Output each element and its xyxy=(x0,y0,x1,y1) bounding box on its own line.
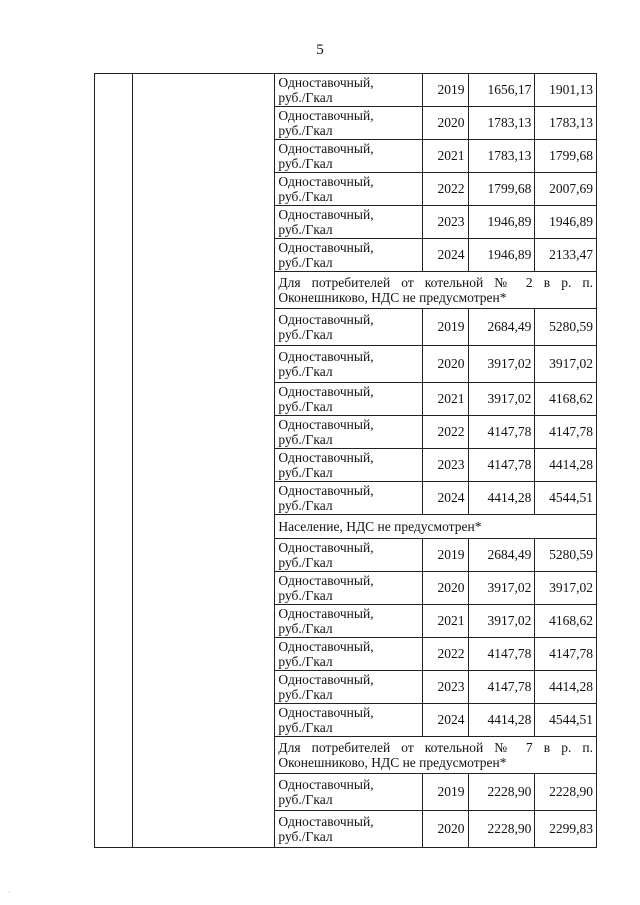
year-cell: 2023 xyxy=(422,671,468,704)
section-heading: Для потребителей от котельной № 7 в р. п. Оконешниково, НДС не предусмотрен* xyxy=(275,737,597,774)
second-half-value-cell: 5280,59 xyxy=(535,309,597,346)
year-cell: 2023 xyxy=(422,206,468,239)
second-half-value-cell: 4168,62 xyxy=(535,605,597,638)
first-half-value-cell: 4147,78 xyxy=(468,671,535,704)
tariff-name-cell: Одноставочный, руб./Гкал xyxy=(275,383,423,416)
year-cell: 2019 xyxy=(422,74,468,107)
first-half-value-cell: 2684,49 xyxy=(468,309,535,346)
first-half-value-cell: 1799,68 xyxy=(468,173,535,206)
tariff-name-cell: Одноставочный, руб./Гкал xyxy=(275,206,423,239)
second-half-value-cell: 4147,78 xyxy=(535,638,597,671)
blank-category-column xyxy=(133,74,275,848)
second-half-value-cell: 3917,02 xyxy=(535,346,597,383)
year-cell: 2020 xyxy=(422,346,468,383)
year-cell: 2021 xyxy=(422,140,468,173)
second-half-value-cell: 1799,68 xyxy=(535,140,597,173)
second-half-value-cell: 3917,02 xyxy=(535,572,597,605)
second-half-value-cell: 4147,78 xyxy=(535,416,597,449)
year-cell: 2024 xyxy=(422,239,468,272)
first-half-value-cell: 1946,89 xyxy=(468,206,535,239)
first-half-value-cell: 2684,49 xyxy=(468,539,535,572)
first-half-value-cell: 1783,13 xyxy=(468,107,535,140)
first-half-value-cell: 1656,17 xyxy=(468,74,535,107)
year-cell: 2020 xyxy=(422,572,468,605)
section-heading: Для потребителей от котельной № 2 в р. п. Оконешниково, НДС не предусмотрен* xyxy=(275,272,597,309)
page-number: 5 xyxy=(316,42,324,58)
second-half-value-cell: 4544,51 xyxy=(535,482,597,515)
blank-number-column xyxy=(95,74,133,848)
second-half-value-cell: 4168,62 xyxy=(535,383,597,416)
year-cell: 2020 xyxy=(422,107,468,140)
tariff-name-cell: Одноставочный, руб./Гкал xyxy=(275,811,423,848)
scan-speck: · xyxy=(8,888,11,897)
second-half-value-cell: 4414,28 xyxy=(535,671,597,704)
tariff-name-cell: Одноставочный, руб./Гкал xyxy=(275,346,423,383)
tariff-name-cell: Одноставочный, руб./Гкал xyxy=(275,605,423,638)
tariff-name-cell: Одноставочный, руб./Гкал xyxy=(275,309,423,346)
tariff-name-cell: Одноставочный, руб./Гкал xyxy=(275,572,423,605)
second-half-value-cell: 2228,90 xyxy=(535,774,597,811)
second-half-value-cell: 1783,13 xyxy=(535,107,597,140)
first-half-value-cell: 4414,28 xyxy=(468,482,535,515)
first-half-value-cell: 1946,89 xyxy=(468,239,535,272)
tariff-name-cell: Одноставочный, руб./Гкал xyxy=(275,482,423,515)
tariff-name-cell: Одноставочный, руб./Гкал xyxy=(275,774,423,811)
tariff-table xyxy=(94,73,597,848)
tariff-name-cell: Одноставочный, руб./Гкал xyxy=(275,140,423,173)
first-half-value-cell: 4147,78 xyxy=(468,638,535,671)
year-cell: 2022 xyxy=(422,173,468,206)
tariff-name-cell: Одноставочный, руб./Гкал xyxy=(275,449,423,482)
tariff-name-cell: Одноставочный, руб./Гкал xyxy=(275,671,423,704)
year-cell: 2021 xyxy=(422,383,468,416)
first-half-value-cell: 4147,78 xyxy=(468,416,535,449)
tariff-name-cell: Одноставочный, руб./Гкал xyxy=(275,107,423,140)
first-half-value-cell: 1783,13 xyxy=(468,140,535,173)
second-half-value-cell: 5280,59 xyxy=(535,539,597,572)
year-cell: 2019 xyxy=(422,309,468,346)
year-cell: 2023 xyxy=(422,449,468,482)
year-cell: 2019 xyxy=(422,539,468,572)
second-half-value-cell: 2133,47 xyxy=(535,239,597,272)
tariff-name-cell: Одноставочный, руб./Гкал xyxy=(275,539,423,572)
first-half-value-cell: 4414,28 xyxy=(468,704,535,737)
table-row xyxy=(95,74,597,107)
year-cell: 2022 xyxy=(422,416,468,449)
first-half-value-cell: 2228,90 xyxy=(468,811,535,848)
first-half-value-cell: 3917,02 xyxy=(468,572,535,605)
section-heading: Население, НДС не предусмотрен* xyxy=(275,515,597,539)
tariff-table-body xyxy=(95,74,597,848)
tariff-name-cell: Одноставочный, руб./Гкал xyxy=(275,173,423,206)
second-half-value-cell: 1901,13 xyxy=(535,74,597,107)
year-cell: 2024 xyxy=(422,482,468,515)
tariff-name-cell: Одноставочный, руб./Гкал xyxy=(275,416,423,449)
first-half-value-cell: 3917,02 xyxy=(468,605,535,638)
first-half-value-cell: 3917,02 xyxy=(468,346,535,383)
year-cell: 2021 xyxy=(422,605,468,638)
year-cell: 2022 xyxy=(422,638,468,671)
second-half-value-cell: 2299,83 xyxy=(535,811,597,848)
second-half-value-cell: 2007,69 xyxy=(535,173,597,206)
tariff-name-cell: Одноставочный, руб./Гкал xyxy=(275,239,423,272)
first-half-value-cell: 4147,78 xyxy=(468,449,535,482)
second-half-value-cell: 4544,51 xyxy=(535,704,597,737)
first-half-value-cell: 2228,90 xyxy=(468,774,535,811)
year-cell: 2019 xyxy=(422,774,468,811)
second-half-value-cell: 4414,28 xyxy=(535,449,597,482)
year-cell: 2020 xyxy=(422,811,468,848)
tariff-name-cell: Одноставочный, руб./Гкал xyxy=(275,74,423,107)
first-half-value-cell: 3917,02 xyxy=(468,383,535,416)
year-cell: 2024 xyxy=(422,704,468,737)
second-half-value-cell: 1946,89 xyxy=(535,206,597,239)
tariff-name-cell: Одноставочный, руб./Гкал xyxy=(275,638,423,671)
tariff-name-cell: Одноставочный, руб./Гкал xyxy=(275,704,423,737)
